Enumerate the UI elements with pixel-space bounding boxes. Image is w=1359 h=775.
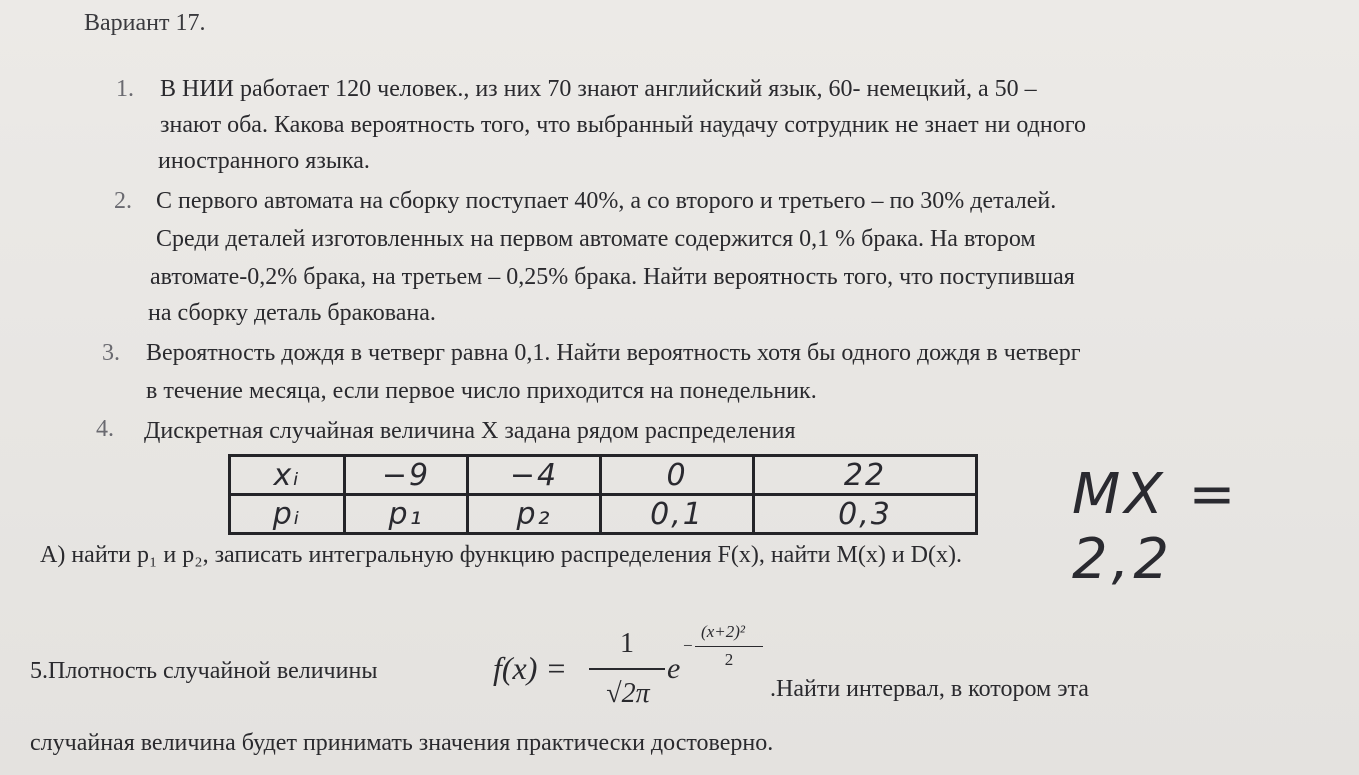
problem-4-number: 4. [96,416,114,442]
formula-exponent-denominator: 2 [724,650,734,669]
problem-2-number: 2. [114,188,132,214]
table-cell: −9 [345,456,468,495]
variant-title: Вариант 17. [84,10,206,36]
problem-5-line-2: случайная величина будет принимать значения практически достоверно. [30,730,774,756]
problem-1-line-1: В НИИ работает 120 человек., из них 70 знают английский язык, 60- немецкий, а 50 – [160,76,1037,102]
table-cell: 0,3 [754,495,977,534]
formula-lhs: f(x) = [493,650,567,686]
table-row-x [230,456,977,495]
formula-fraction-bar [589,668,665,670]
problem-1-line-2: знают оба. Какова вероятность того, что выбранный наудачу сотрудник не знает ни одного [160,112,1086,138]
formula-exponent-bar [695,646,763,647]
problem-4-intro: Дискретная случайная величина X задана рядом распределения [144,418,796,444]
formula-exponent-sign: − [683,636,693,655]
table-cell: xᵢ [230,456,345,495]
table-cell: 0 [601,456,754,495]
formula-numerator: 1 [620,628,634,659]
problem-1-line-3: иностранного языка. [158,148,370,174]
table-cell: −4 [468,456,601,495]
problem-5-lead: 5.Плотность случайной величины [30,658,378,684]
table-cell: p₁ [345,495,468,534]
problem-1-number: 1. [116,76,134,102]
table-cell: 0,1 [601,495,754,534]
problem-2-line-2: Среди деталей изготовленных на первом автомате содержится 0,1 % брака. На втором [156,226,1036,252]
density-formula [493,622,763,722]
table-cell: pᵢ [230,495,345,534]
table-row-p [230,495,977,534]
problem-3-line-2: в течение месяца, если первое число приходится на понедельник. [146,378,817,404]
problem-2-line-4: на сборку деталь бракована. [148,300,436,326]
problem-3-number: 3. [102,340,120,366]
handwritten-expectation-note: MX = 2,2 [1072,462,1240,592]
table-cell: 22 [754,456,977,495]
problem-2-line-3: автомате-0,2% брака, на третьем – 0,25% брака. Найти вероятность того, что поступившая [150,264,1075,290]
problem-2-line-1: С первого автомата на сборку поступает 40%, а со второго и третьего – по 30% деталей. [156,188,1057,214]
distribution-table [228,454,978,535]
formula-exponent-numerator: (x+2)² [701,622,745,641]
formula-denominator: √2π [606,678,650,709]
formula-exponent-base: e [667,652,681,685]
problem-4-task: А) найти p₁ и p₂, записать интегральную функцию распределения F(x), найти M(x) и D(x). [40,542,962,568]
problem-3-line-1: Вероятность дождя в четверг равна 0,1. Найти вероятность хотя бы одного дождя в четверг [146,340,1081,366]
table-cell: p₂ [468,495,601,534]
problem-5-tail: .Найти интервал, в котором эта [770,676,1089,702]
